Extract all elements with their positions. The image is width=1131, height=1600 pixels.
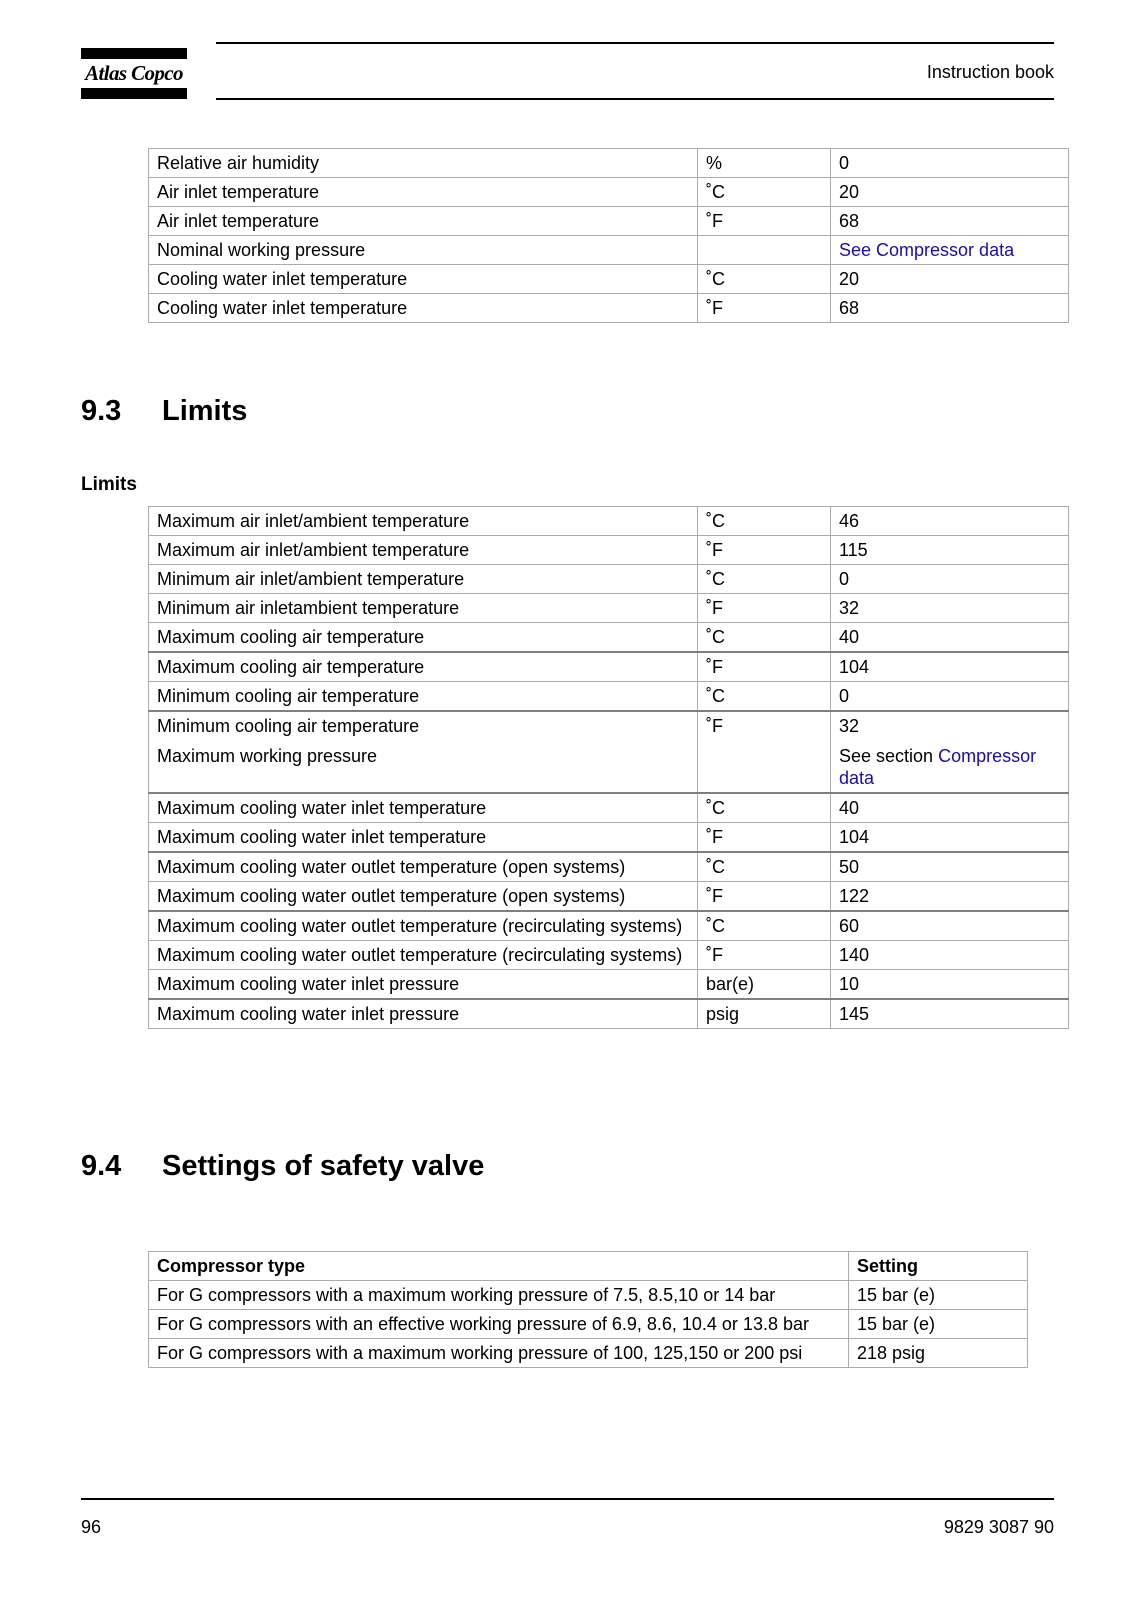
row-unit: ˚C [698, 265, 831, 294]
row-unit: ˚C [698, 682, 831, 712]
table-row [149, 1281, 1028, 1310]
header-compressor-type: Compressor type [149, 1252, 849, 1281]
row-value: 140 [831, 941, 1069, 970]
header-rule-bottom [216, 98, 1054, 100]
section-title: Limits [162, 395, 248, 427]
row-value: 145 [831, 999, 1069, 1029]
compressor-data-link[interactable]: See Compressor data [839, 240, 1015, 260]
atlas-copco-logo [81, 48, 187, 99]
row-value [831, 236, 1069, 265]
safety-valve-table [148, 1251, 1028, 1368]
section-number: 9.4 [81, 1150, 122, 1182]
row-label: Minimum air inlet/ambient temperature [149, 565, 698, 594]
row-value: 50 [831, 852, 1069, 882]
row-value: 0 [831, 682, 1069, 712]
see-section-prefix: See section [839, 746, 934, 766]
row-label: Maximum air inlet/ambient temperature [149, 536, 698, 565]
document-number: 9829 3087 90 [943, 1517, 1054, 1537]
row-value: 115 [831, 536, 1069, 565]
row-value: 68 [831, 294, 1069, 323]
row-setting: 218 psig [849, 1339, 1028, 1368]
table-row [149, 565, 1069, 594]
row-compressor-type: For G compressors with an effective working pressure of 6.9, 8.6, 10.4 or 13.8 bar [149, 1310, 849, 1339]
table-row [149, 594, 1069, 623]
row-unit: ˚F [698, 882, 831, 912]
row-label: Minimum cooling air temperature [149, 682, 698, 712]
row-unit: ˚C [698, 911, 831, 941]
row-label: Cooling water inlet temperature [149, 265, 698, 294]
row-label: Maximum cooling water inlet temperature [149, 793, 698, 823]
row-unit: psig [698, 999, 831, 1029]
limits-subheading: Limits [81, 474, 137, 495]
table-row [149, 823, 1069, 853]
table-row [149, 236, 1069, 265]
row-label-text: Minimum cooling air temperature [157, 716, 420, 736]
table-row [149, 294, 1069, 323]
row-label: Relative air humidity [149, 149, 698, 178]
row-unit: ˚F [698, 594, 831, 623]
row-unit: ˚C [698, 793, 831, 823]
row-unit: ˚C [698, 507, 831, 536]
row-value: 104 [831, 652, 1069, 682]
table-row [149, 178, 1069, 207]
reference-conditions-table [148, 148, 1069, 323]
row-label: Nominal working pressure [149, 236, 698, 265]
row-unit [698, 236, 831, 265]
table-row [149, 882, 1069, 912]
row-unit: ˚C [698, 852, 831, 882]
row-label: Maximum cooling water inlet pressure [149, 999, 698, 1029]
row-compressor-type: For G compressors with a maximum working pressure of 7.5, 8.5,10 or 14 bar [149, 1281, 849, 1310]
table-row [149, 1339, 1028, 1368]
row-value: 0 [831, 149, 1069, 178]
row-label: Maximum cooling air temperature [149, 623, 698, 653]
row-label: Maximum cooling water outlet temperature (open systems) [149, 882, 698, 912]
table-header-row [149, 1252, 1028, 1281]
table-row [149, 623, 1069, 653]
row-value: 68 [831, 207, 1069, 236]
row-value: 104 [831, 823, 1069, 853]
row-value: 10 [831, 970, 1069, 1000]
row-label: Maximum cooling water outlet temperature (recirculating systems) [149, 941, 698, 970]
table-row [149, 793, 1069, 823]
page-number: 96 [81, 1517, 102, 1537]
row-unit: % [698, 149, 831, 178]
row-value: 20 [831, 178, 1069, 207]
row-label: Maximum air inlet/ambient temperature [149, 507, 698, 536]
row-label: Maximum cooling air temperature [149, 652, 698, 682]
header-rule-top [216, 42, 1054, 44]
compressor-data-section-link[interactable]: Compressor data [839, 746, 1037, 788]
table-row [149, 1310, 1028, 1339]
row-sub-value [839, 745, 1060, 789]
row-unit: ˚C [698, 565, 831, 594]
row-value: 40 [831, 793, 1069, 823]
row-label: Minimum air inletambient temperature [149, 594, 698, 623]
logo-wordmark: Atlas Copco [85, 61, 183, 85]
header-setting: Setting [849, 1252, 1028, 1281]
table-row [149, 911, 1069, 941]
row-value: 60 [831, 911, 1069, 941]
row-unit: ˚F [698, 823, 831, 853]
row-setting: 15 bar (e) [849, 1281, 1028, 1310]
table-row [149, 149, 1069, 178]
table-row [149, 682, 1069, 712]
row-unit: ˚F [698, 207, 831, 236]
limits-table [148, 506, 1069, 1029]
row-unit: ˚F [698, 536, 831, 565]
row-label: Air inlet temperature [149, 207, 698, 236]
table-row [149, 265, 1069, 294]
row-label [149, 711, 698, 793]
row-value-text: 32 [839, 716, 860, 736]
row-value: 32 [831, 594, 1069, 623]
table-row [149, 941, 1069, 970]
row-label: Maximum cooling water inlet pressure [149, 970, 698, 1000]
row-compressor-type: For G compressors with a maximum working pressure of 100, 125,150 or 200 psi [149, 1339, 849, 1368]
section-heading-limits [81, 394, 247, 428]
row-sub-label: Maximum working pressure [157, 746, 378, 766]
row-unit: ˚F [698, 941, 831, 970]
row-value: 40 [831, 623, 1069, 653]
row-label: Maximum cooling water outlet temperature (recirculating systems) [149, 911, 698, 941]
row-unit: ˚C [698, 178, 831, 207]
row-value [831, 711, 1069, 793]
table-row [149, 970, 1069, 1000]
section-number: 9.3 [81, 395, 122, 427]
row-value: 46 [831, 507, 1069, 536]
section-title: Settings of safety valve [162, 1150, 485, 1182]
header-title: Instruction book [926, 62, 1054, 82]
row-value: 20 [831, 265, 1069, 294]
table-row [149, 207, 1069, 236]
table-row [149, 852, 1069, 882]
row-value: 122 [831, 882, 1069, 912]
table-row [149, 652, 1069, 682]
row-unit: ˚C [698, 623, 831, 653]
row-setting: 15 bar (e) [849, 1310, 1028, 1339]
row-label: Maximum cooling water inlet temperature [149, 823, 698, 853]
table-row [149, 536, 1069, 565]
section-heading-safety-valve [81, 1149, 484, 1183]
row-label: Air inlet temperature [149, 178, 698, 207]
row-label: Cooling water inlet temperature [149, 294, 698, 323]
row-unit: ˚F [698, 652, 831, 682]
table-row [149, 507, 1069, 536]
row-unit: ˚F [698, 711, 831, 793]
footer-rule [81, 1498, 1054, 1500]
row-label: Maximum cooling water outlet temperature (open systems) [149, 852, 698, 882]
table-row [149, 999, 1069, 1029]
row-value: 0 [831, 565, 1069, 594]
table-row [149, 711, 1069, 793]
row-unit: ˚F [698, 294, 831, 323]
logo-bar-bottom [81, 88, 187, 99]
row-unit: bar(e) [698, 970, 831, 1000]
